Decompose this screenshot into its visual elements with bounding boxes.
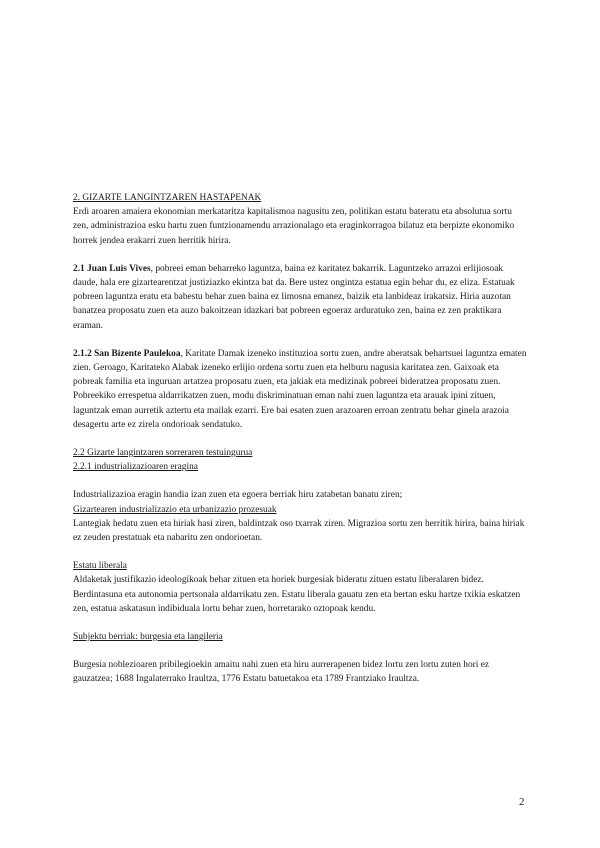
- intro-paragraph: Erdi aroaren amaiera ekonomian merkataritza kapitalismoa nagusitu zen, politikan estatu bateratu eta absolutua sortu zen, administrazioa esku hartu zuen funtzionamendu arrazionalago eta eraginkorragoa bilatuz eta berpizte ekonomiko horrek jendea erakarri zuen herritik hirira.: [73, 207, 515, 246]
- vives-title: 2.1 Juan Luis Vives: [73, 263, 151, 274]
- context-title: 2.2 Gizarte langintzaren sorreraren testuingurua: [73, 448, 253, 459]
- section-heading: 2. GIZARTE LANGINTZAREN HASTAPENAK: [73, 193, 262, 203]
- paul-paragraph: [73, 347, 528, 432]
- urban-title: Gizartearen industrializazio eta urbanizazio prozesuak: [73, 504, 277, 515]
- liberal-paragraph: Aldaketak justifikazio ideologikoak behar zituen eta horiek burgesiak bideratu zituen estatu liberalaren bidez. Berdintasuna eta autonomia pertsonala aldarrikatu zen. Estatu liberala gauatu zen eta bertan esku hartze txikia eskatzen zen, estatua askatasun indibiduala lortu behar zuen, horretarako oztopoak kendu.: [73, 575, 521, 614]
- page-number: 2: [519, 796, 525, 808]
- vives-paragraph: [73, 262, 528, 333]
- paul-title: 2.1.2 San Bizente Paulekoa: [73, 348, 181, 359]
- subjects-title: Subjektu berriak: burgesia eta langileria: [73, 632, 223, 643]
- paul-text: , Karitate Damak izeneko instituzioa sortu zuen, andre aberatsak behartsuei laguntza ematen zien. Geroago, Karitateko Alabak izeneko erlijio ordena sortu zuen eta helburu nagusia karitatea zen. Gaixoak eta pobreak familia eta inguruan artatzea proposatu zuen, eta jakiak eta medizinak pobreei bideratzea proposatu zuen. Pobreekiko errespetua aldarrikatzen zuen, modu diskriminatuan eman nahi zuen laguntza eta arauak ipini zituen, laguntzak eman aurretik aztertu eta mailak ezarri. Ere bai esaten zuen arazoaren erroan zentratu behar ginela arazoia desagertu arte ez zirela ondorioak sendatuko.: [73, 348, 527, 430]
- document-body: [73, 191, 528, 687]
- subjects-paragraph: Burgesia noblezioaren pribilegioekin amaitu nahi zuen eta hiru aurrerapenen bidez lortu zen lortu zuten hori ez gauzatzea; 1688 Ingalaterrako Iraultza, 1776 Estatu batuetakoa eta 1789 Frantziako Iraultza.: [73, 660, 490, 685]
- liberal-title: Estatu liberala: [73, 561, 127, 572]
- context-paragraph: Industrializazioa eragin handia izan zuen eta egoera berriak hiru zatabetan banatu ziren;: [73, 490, 403, 501]
- vives-text: , pobreei eman beharreko laguntza, baina ez karitatez bakarrik. Laguntzeko arrazoi erlijiosoak daude, hala ere gizartearentzat justiziazko ekintza bat da. Bere ustez ongintza estatua egin behar du, ez eliza. Estatuak pobreen laguntza eratu eta babestu behar zuen baina ez limosna emanez, baizik eta lanbideaz irakatsiz. Hiria auzotan banatzea proposatu zuen eta auzo bakoitzean idazkari bat pobreen egoeraz arduratuko zen, baina ez zen praktikara eraman.: [73, 263, 515, 331]
- context-subtitle: 2.2.1 industrializazioaren eragina: [73, 462, 198, 473]
- urban-paragraph: Lantegiak hedatu zuen eta hiriak hasi ziren, baldintzak oso txarrak ziren. Migrazioa sortu zen herritik hirira, baina hiriak ez zeuden prestatuak eta nabaritu zen ondorioetan.: [73, 518, 525, 544]
